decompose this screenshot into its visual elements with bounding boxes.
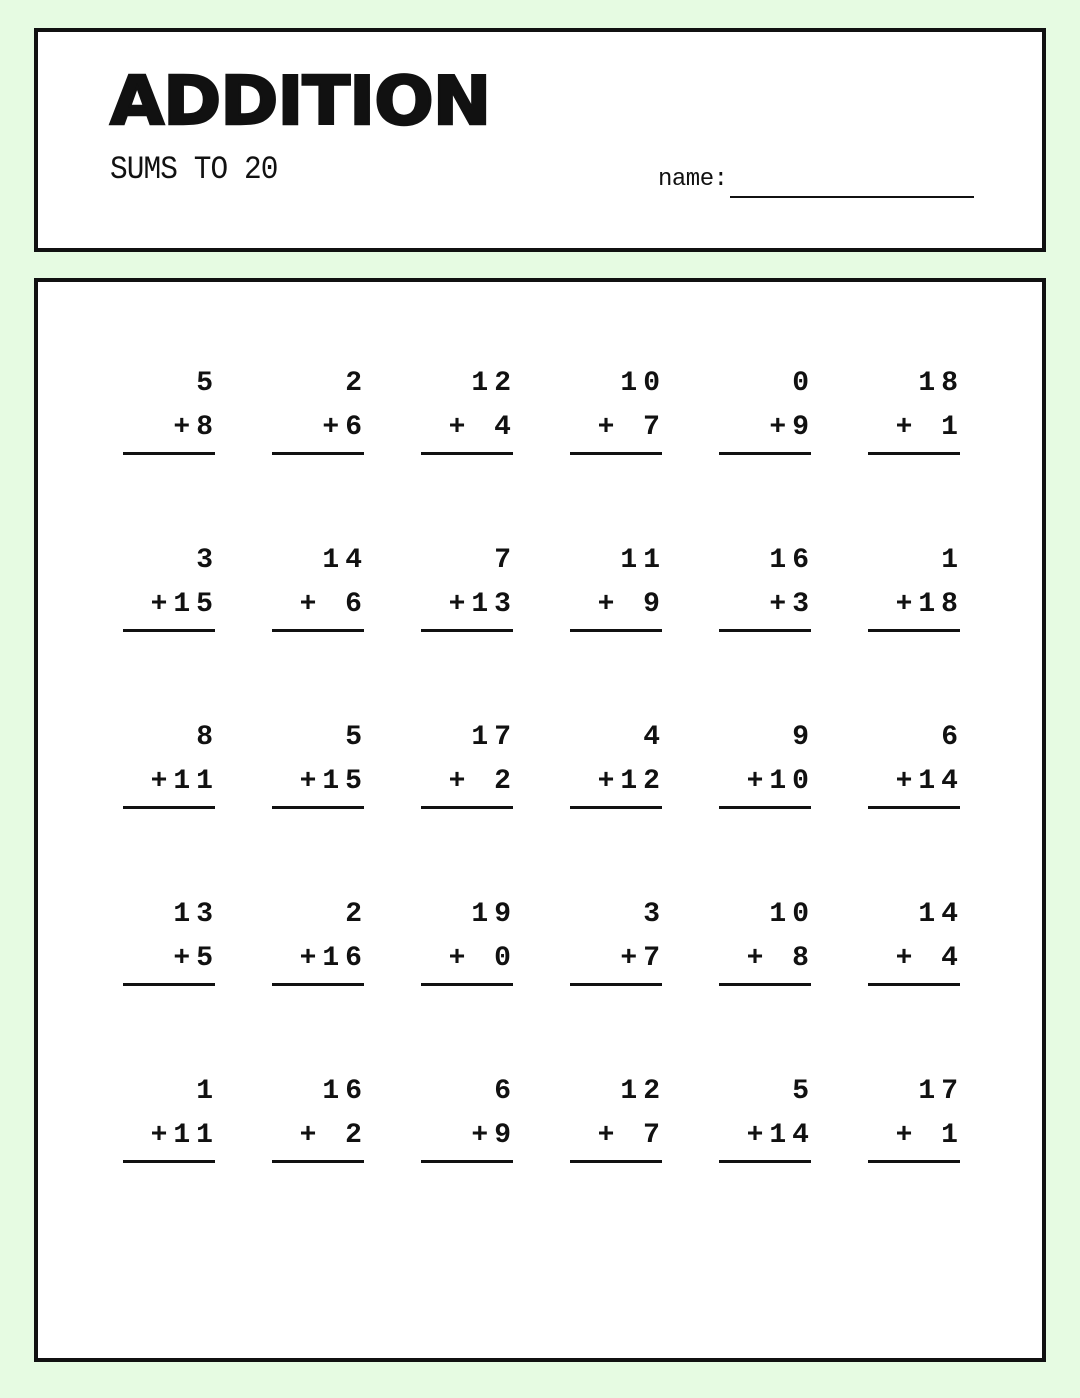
answer-line[interactable]: [570, 629, 662, 632]
answer-line[interactable]: [123, 629, 215, 632]
addend-bottom: +9: [769, 412, 815, 443]
answer-line[interactable]: [123, 983, 215, 986]
addend-bottom: +15: [150, 589, 219, 620]
addend-bottom: +14: [746, 1120, 815, 1151]
addend-top: 2: [345, 899, 368, 930]
addend-bottom: +7: [620, 943, 666, 974]
addend-top: 13: [173, 899, 219, 930]
worksheet-title: ADDITION: [110, 62, 491, 141]
addition-problem: [719, 1076, 815, 1228]
addend-bottom: +15: [299, 766, 368, 797]
addend-bottom: +14: [895, 766, 964, 797]
addend-bottom: +9: [471, 1120, 517, 1151]
answer-line[interactable]: [719, 983, 811, 986]
addition-problem: [570, 899, 666, 1051]
problems-grid: [123, 368, 964, 1228]
addition-problem: [719, 899, 815, 1051]
addend-top: 4: [643, 722, 666, 753]
addend-bottom: +12: [597, 766, 666, 797]
addend-bottom: + 4: [448, 412, 517, 443]
answer-line[interactable]: [272, 806, 364, 809]
addend-top: 16: [322, 1076, 368, 1107]
addend-top: 17: [471, 722, 517, 753]
addend-bottom: +16: [299, 943, 368, 974]
addend-bottom: +10: [746, 766, 815, 797]
answer-line[interactable]: [123, 1160, 215, 1163]
answer-line[interactable]: [868, 1160, 960, 1163]
addend-top: 9: [792, 722, 815, 753]
answer-line[interactable]: [421, 452, 513, 455]
addend-bottom: + 0: [448, 943, 517, 974]
answer-line[interactable]: [421, 806, 513, 809]
addend-top: 7: [494, 545, 517, 576]
addend-top: 10: [620, 368, 666, 399]
addition-problem: [123, 722, 219, 874]
addend-top: 10: [769, 899, 815, 930]
answer-line[interactable]: [719, 452, 811, 455]
addend-top: 14: [322, 545, 368, 576]
addend-bottom: + 4: [895, 943, 964, 974]
addend-top: 12: [620, 1076, 666, 1107]
addend-top: 1: [941, 545, 964, 576]
addition-problem: [272, 722, 368, 874]
addition-problem: [868, 545, 964, 697]
addition-problem: [570, 1076, 666, 1228]
addend-top: 5: [792, 1076, 815, 1107]
addition-problem: [868, 722, 964, 874]
addition-problem: [719, 545, 815, 697]
addition-problem: [719, 722, 815, 874]
addition-problem: [272, 899, 368, 1051]
answer-line[interactable]: [868, 629, 960, 632]
addition-problem: [123, 1076, 219, 1228]
addend-bottom: +18: [895, 589, 964, 620]
addition-problem: [570, 368, 666, 520]
addition-problem: [421, 899, 517, 1051]
worksheet-header: [34, 28, 1046, 252]
answer-line[interactable]: [570, 1160, 662, 1163]
answer-line[interactable]: [719, 806, 811, 809]
addition-problem: [272, 545, 368, 697]
name-field[interactable]: [730, 196, 974, 198]
addition-problem: [868, 1076, 964, 1228]
answer-line[interactable]: [570, 452, 662, 455]
answer-line[interactable]: [272, 452, 364, 455]
addend-bottom: + 1: [895, 1120, 964, 1151]
addition-problem: [421, 722, 517, 874]
addition-problem: [123, 545, 219, 697]
answer-line[interactable]: [719, 629, 811, 632]
answer-line[interactable]: [272, 983, 364, 986]
answer-line[interactable]: [123, 452, 215, 455]
addend-top: 16: [769, 545, 815, 576]
addition-problem: [421, 1076, 517, 1228]
addend-top: 6: [941, 722, 964, 753]
addend-top: 8: [196, 722, 219, 753]
addition-problem: [868, 368, 964, 520]
answer-line[interactable]: [421, 629, 513, 632]
addend-bottom: +11: [150, 1120, 219, 1151]
addition-problem: [570, 722, 666, 874]
addend-bottom: + 1: [895, 412, 964, 443]
addend-top: 11: [620, 545, 666, 576]
addend-top: 19: [471, 899, 517, 930]
addition-problem: [421, 368, 517, 520]
addend-bottom: +11: [150, 766, 219, 797]
addend-top: 12: [471, 368, 517, 399]
addend-bottom: + 8: [746, 943, 815, 974]
addend-top: 0: [792, 368, 815, 399]
answer-line[interactable]: [868, 452, 960, 455]
answer-line[interactable]: [272, 1160, 364, 1163]
addition-problem: [421, 545, 517, 697]
answer-line[interactable]: [123, 806, 215, 809]
addend-bottom: + 2: [299, 1120, 368, 1151]
worksheet-subtitle: SUMS TO 20: [110, 151, 278, 188]
problems-panel: [34, 278, 1046, 1362]
addend-bottom: +8: [173, 412, 219, 443]
addend-top: 1: [196, 1076, 219, 1107]
addition-problem: [272, 1076, 368, 1228]
addend-top: 18: [918, 368, 964, 399]
answer-line[interactable]: [421, 983, 513, 986]
addend-top: 3: [196, 545, 219, 576]
addend-bottom: +3: [769, 589, 815, 620]
addend-top: 14: [918, 899, 964, 930]
addend-bottom: +6: [322, 412, 368, 443]
addition-problem: [868, 899, 964, 1051]
answer-line[interactable]: [868, 806, 960, 809]
addend-bottom: + 7: [597, 1120, 666, 1151]
addend-top: 17: [918, 1076, 964, 1107]
addition-problem: [123, 899, 219, 1051]
answer-line[interactable]: [719, 1160, 811, 1163]
addend-top: 6: [494, 1076, 517, 1107]
addend-top: 5: [196, 368, 219, 399]
answer-line[interactable]: [570, 806, 662, 809]
answer-line[interactable]: [272, 629, 364, 632]
name-label: name:: [658, 166, 728, 193]
addition-problem: [123, 368, 219, 520]
addend-bottom: + 6: [299, 589, 368, 620]
addend-top: 2: [345, 368, 368, 399]
answer-line[interactable]: [421, 1160, 513, 1163]
addend-bottom: + 9: [597, 589, 666, 620]
answer-line[interactable]: [868, 983, 960, 986]
addend-bottom: +13: [448, 589, 517, 620]
addend-bottom: + 7: [597, 412, 666, 443]
answer-line[interactable]: [570, 983, 662, 986]
addition-problem: [570, 545, 666, 697]
addend-top: 5: [345, 722, 368, 753]
addition-problem: [272, 368, 368, 520]
addend-bottom: + 2: [448, 766, 517, 797]
addition-problem: [719, 368, 815, 520]
addend-top: 3: [643, 899, 666, 930]
addend-bottom: +5: [173, 943, 219, 974]
